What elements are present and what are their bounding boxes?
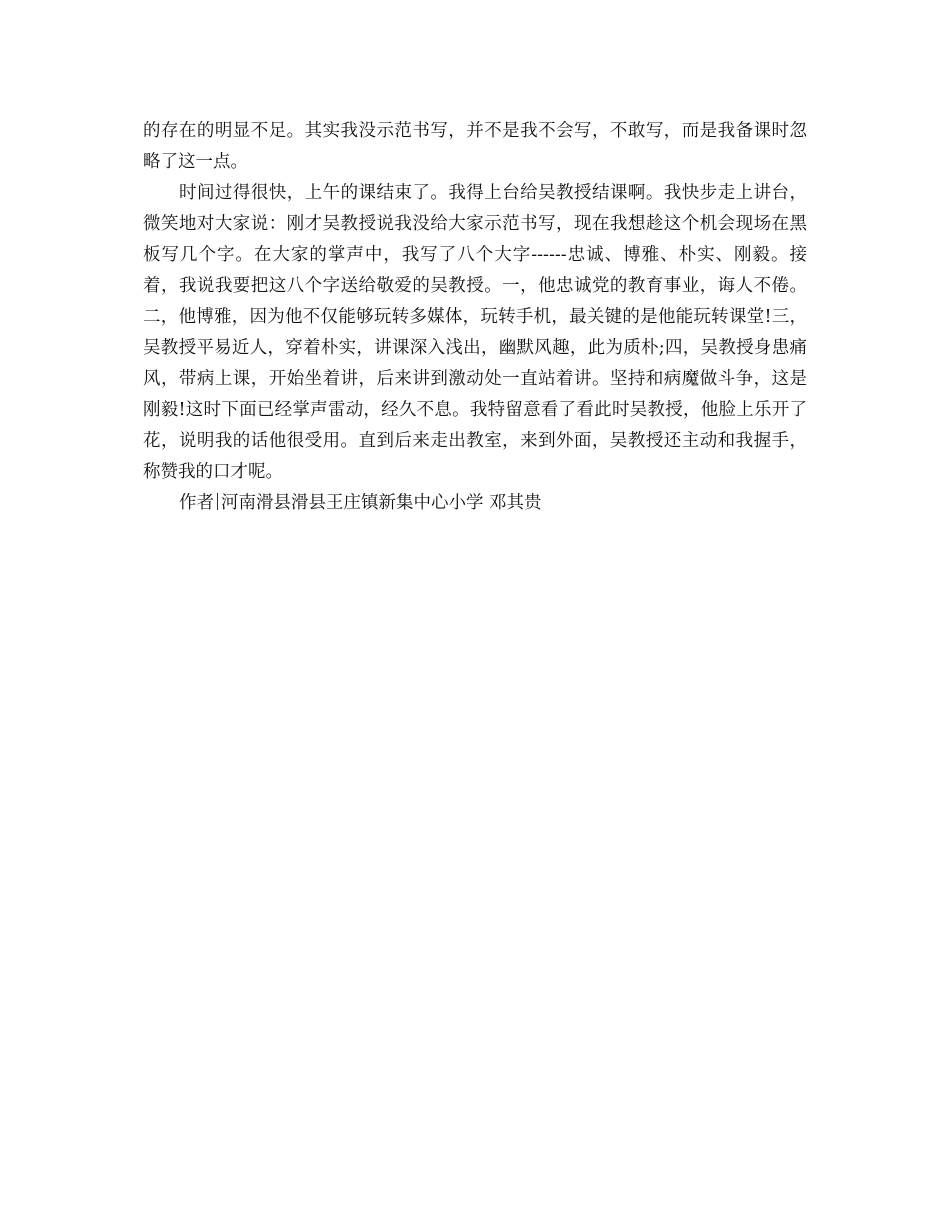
separator-bar xyxy=(217,493,218,510)
author-label: 作者 xyxy=(179,493,214,513)
author-line xyxy=(143,488,807,519)
paragraph-continuation: 的存在的明显不足。其实我没示范书写，并不是我不会写，不敢写，而是我备课时忽略了这一点。 xyxy=(143,121,807,172)
author-text: 河南滑县滑县王庄镇新集中心小学 邓其贵 xyxy=(221,493,542,513)
document-body xyxy=(143,116,807,519)
paragraph-main: 时间过得很快，上午的课结束了。我得上台给吴教授结课啊。我快步走上讲台，微笑地对大家说：刚才吴教授说我没给大家示范书写，现在我想趁这个机会现场在黑板写几个字。在大家的掌声中，我写了八个大字------忠诚、博雅、朴实、刚毅。接着，我说我要把这八个字送给敬爱的吴教授。一，他忠诚党的教育事业，诲人不倦。二，他博雅，因为他不仅能够玩转多媒体，玩转手机，最关键的是他能玩转课堂!三，吴教授平易近人，穿着朴实，讲课深入浅出，幽默风趣，此为质朴;四，吴教授身患痛风，带病上课，开始坐着讲，后来讲到激动处一直站着讲。坚持和病魔做斗争，这是刚毅!这时下面已经掌声雷动，经久不息。我特留意看了看此时吴教授，他脸上乐开了花，说明我的话他很受用。直到后来走出教室，来到外面，吴教授还主动和我握手，称赞我的口才呢。 xyxy=(143,183,807,482)
